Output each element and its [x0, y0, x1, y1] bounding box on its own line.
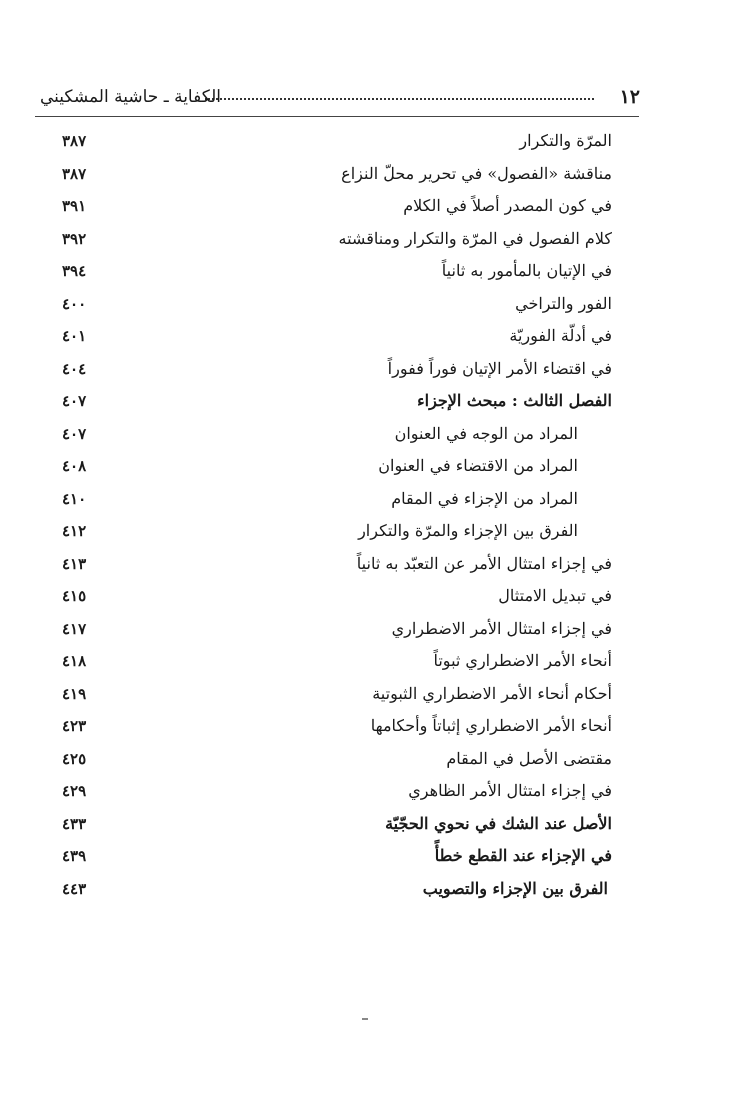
toc-entry [0, 645, 730, 678]
toc-entry [0, 775, 730, 808]
toc-entry-title: في الإتيان بالمأمور به ثانياً [441, 261, 612, 280]
toc-entry-title: في اقتضاء الأمر الإتيان فوراً ففوراً [387, 358, 612, 378]
toc-entry-page: ٣٩٤ [62, 262, 87, 280]
footer-mark [362, 1018, 368, 1020]
toc-entry-title: المرّة والتكرار [519, 131, 612, 150]
toc-entry-title: في كون المصدر أصلاً في الكلام [403, 196, 612, 215]
toc-entry [0, 288, 730, 321]
toc-entry-title: في إجزاء امتثال الأمر الظاهري [408, 781, 612, 800]
toc-entry-title: في تبديل الامتثال [498, 586, 612, 605]
toc-entry-page: ٤١٩ [62, 684, 87, 703]
header-page-number: ١٢ [619, 86, 640, 108]
toc-entry-page: ٣٩٢ [62, 229, 87, 248]
toc-entry-title: الفرق بين الإجزاء والمرّة والتكرار [358, 521, 578, 540]
toc-entry-page: ٤٠٤ [62, 359, 87, 378]
toc-entry-page: ٤٢٩ [62, 782, 87, 800]
running-header [40, 84, 640, 112]
toc-entry-title: في إجزاء امتثال الأمر عن التعبّد به ثانياً [356, 553, 612, 573]
toc-chapter-heading [0, 385, 730, 418]
toc-entry-title: الفصل الثالث : مبحث الإجزاء [417, 391, 612, 410]
toc-entry [0, 190, 730, 223]
toc-entry-title: الفور والتراخي [515, 293, 612, 313]
table-of-contents [0, 125, 730, 915]
toc-entry-page: ٤٠٨ [62, 457, 87, 475]
toc-entry [0, 580, 730, 613]
toc-entry [0, 450, 730, 483]
toc-entry-title: الفرق بين الإجزاء والتصويب [422, 878, 608, 898]
toc-entry-title: المراد من الاقتضاء في العنوان [378, 456, 578, 475]
toc-entry [0, 353, 730, 386]
toc-entry-title: أحكام أنحاء الأمر الاضطراري الثبوتية [372, 683, 612, 703]
toc-entry-page: ٤٢٣ [62, 717, 87, 735]
toc-entry-title: مقتضى الأصل في المقام [446, 748, 612, 768]
toc-entry-page: ٤٠٠ [62, 294, 87, 313]
toc-entry [0, 808, 730, 841]
toc-entry-page: ٤١٢ [62, 522, 87, 540]
toc-entry [0, 613, 730, 646]
toc-entry-title: في أدلّة الفوريّة [509, 326, 612, 345]
toc-entry-page: ٤٠١ [62, 327, 87, 345]
header-leader-dots [205, 92, 594, 100]
toc-entry [0, 515, 730, 548]
toc-entry-page: ٣٩١ [62, 197, 87, 215]
toc-entry [0, 255, 730, 288]
toc-entry [0, 840, 730, 873]
toc-entry [0, 710, 730, 743]
toc-entry [0, 223, 730, 256]
toc-entry-page: ٤٠٧ [62, 392, 87, 410]
toc-entry-page: ٤١٠ [62, 489, 87, 508]
toc-entry [0, 873, 730, 906]
header-title: الكفاية ـ حاشية المشكيني [40, 87, 221, 107]
toc-entry-title: في إجزاء امتثال الأمر الاضطراري [391, 618, 612, 638]
toc-entry-page: ٤٤٣ [62, 879, 87, 898]
toc-entry-page: ٤١٣ [62, 554, 87, 573]
toc-entry-page: ٤٢٥ [62, 749, 87, 768]
toc-entry-page: ٤٠٧ [62, 424, 87, 443]
toc-entry-page: ٤٣٩ [62, 847, 87, 865]
toc-entry-title: أنحاء الأمر الاضطراري ثبوتاً [433, 651, 612, 670]
toc-entry [0, 743, 730, 776]
toc-entry [0, 320, 730, 353]
toc-entry [0, 678, 730, 711]
toc-entry-page: ٣٨٧ [62, 164, 87, 183]
toc-entry [0, 125, 730, 158]
toc-entry-title: أنحاء الأمر الاضطراري إثباتاً وأحكامها [370, 716, 612, 735]
toc-entry-title: المراد من الإجزاء في المقام [391, 488, 578, 508]
header-rule [35, 116, 639, 117]
toc-entry [0, 418, 730, 451]
toc-entry-title: في الإجزاء عند القطع خطأً [434, 846, 612, 865]
toc-entry-title: مناقشة «الفصول» في تحرير محلّ النزاع [341, 163, 612, 183]
toc-entry-page: ٤١٥ [62, 587, 87, 605]
toc-entry-page: ٣٨٧ [62, 132, 87, 150]
toc-entry-page: ٤١٧ [62, 619, 87, 638]
toc-entry-title: المراد من الوجه في العنوان [394, 423, 578, 443]
toc-entry-title: الأصل عند الشك في نحوي الحجّيّة [385, 813, 612, 833]
toc-entry-page: ٤١٨ [62, 652, 87, 670]
toc-entry [0, 158, 730, 191]
toc-entry [0, 548, 730, 581]
toc-entry-page: ٤٣٣ [62, 814, 87, 833]
toc-entry-title: كلام الفصول في المرّة والتكرار ومناقشته [338, 228, 612, 248]
toc-entry [0, 483, 730, 516]
